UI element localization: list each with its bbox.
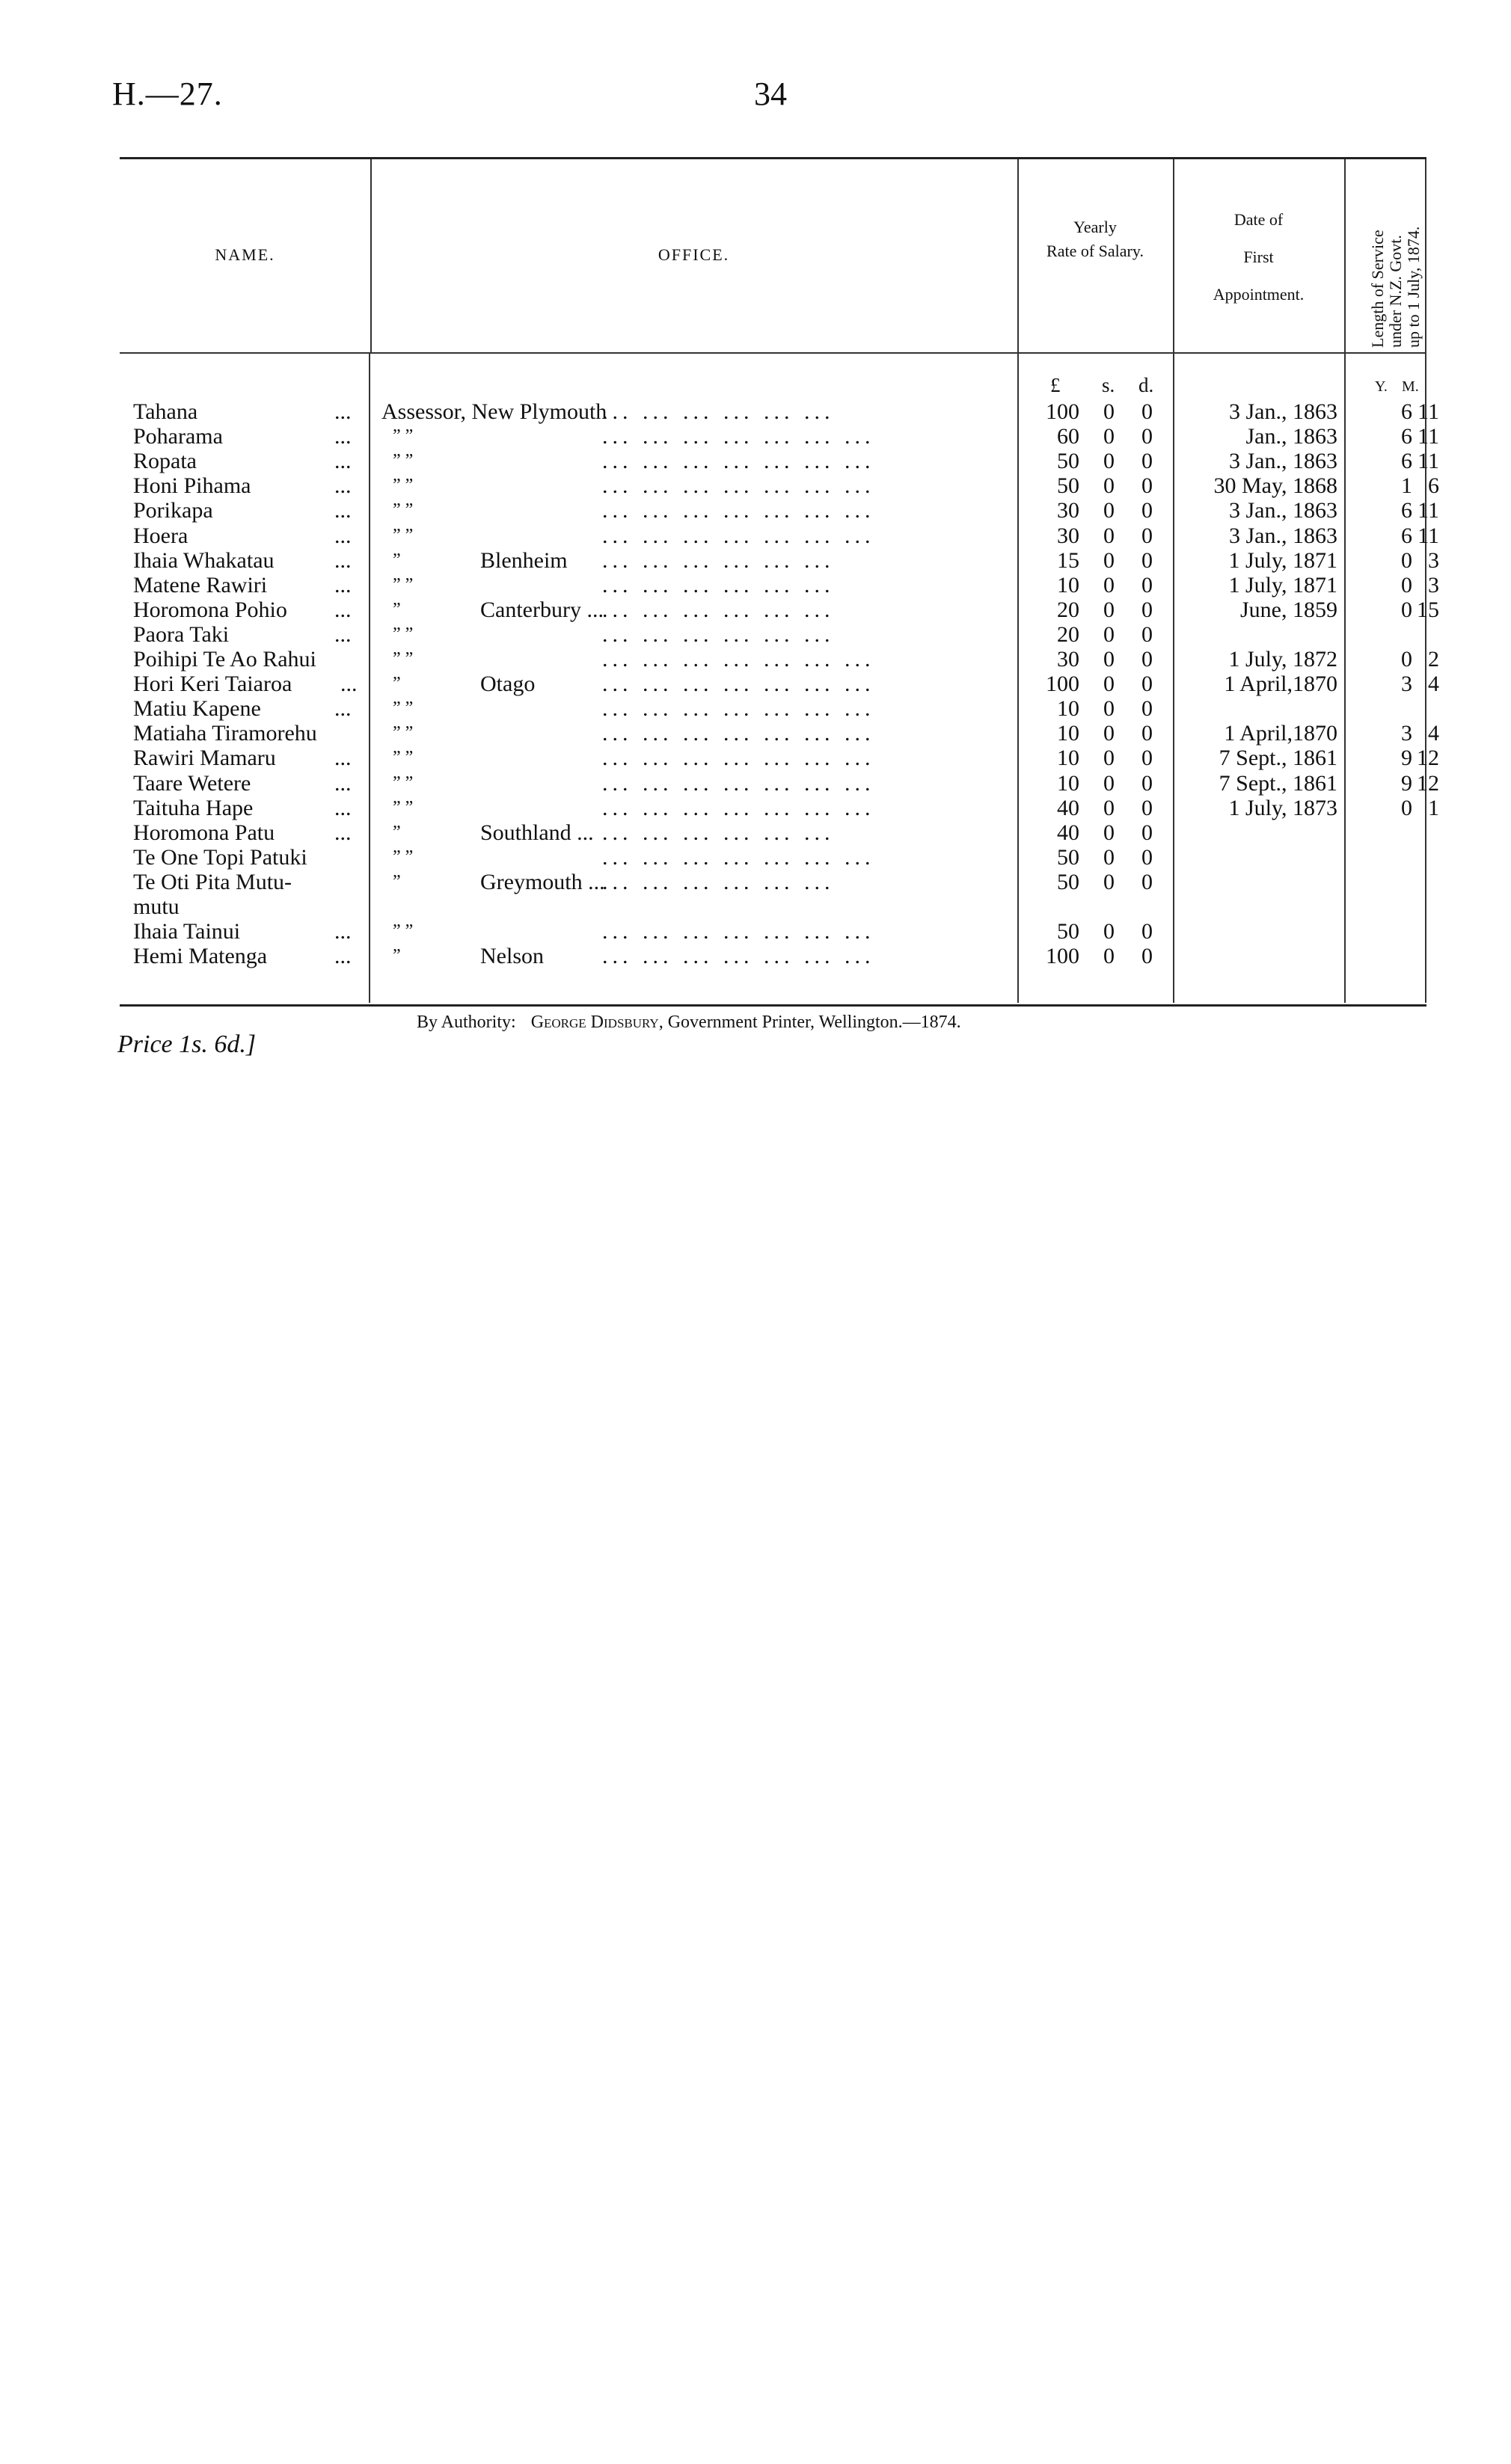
row-ditto-mark: ” ” xyxy=(393,451,414,471)
row-service-years: 1 xyxy=(1428,795,1439,820)
row-ditto-mark: ” xyxy=(393,822,401,842)
price-note xyxy=(117,1030,256,1059)
row-appointment-date: 30 May, 1868 xyxy=(1213,473,1337,499)
row-pounds: 10 xyxy=(1057,770,1079,796)
row-service-months: 9 xyxy=(1401,770,1412,796)
row-leader-dots: ... ... ... ... ... ... ... xyxy=(602,844,875,870)
row-service-years: 11 xyxy=(1417,399,1439,424)
row-appointment-date: 1 July, 1871 xyxy=(1228,547,1337,573)
row-appointment-date: 3 Jan., 1863 xyxy=(1229,399,1337,424)
row-pence: 0 xyxy=(1141,944,1153,969)
row-name: Ihaia Tainui xyxy=(133,919,241,944)
row-pounds: 100 xyxy=(1046,944,1079,969)
row-shillings: 0 xyxy=(1103,919,1115,944)
row-place: Greymouth ... xyxy=(480,869,605,894)
row-name: Paora Taki xyxy=(133,621,230,647)
row-name: Poharama xyxy=(133,424,223,449)
row-place: Canterbury ... xyxy=(480,597,604,622)
row-name: Horomona Patu xyxy=(133,820,275,845)
row-pence: 0 xyxy=(1141,647,1153,672)
row-ditto-mark: ” ” xyxy=(393,847,414,867)
table-row xyxy=(0,721,1511,746)
row-leader-dots: ... ... ... ... ... ... xyxy=(602,399,835,424)
row-name-dots: ... xyxy=(334,770,352,796)
row-ditto-mark: ” ” xyxy=(393,698,414,719)
row-pounds: 60 xyxy=(1057,424,1079,449)
column-header-date xyxy=(1173,201,1344,313)
row-appointment-date: 1 July, 1872 xyxy=(1228,647,1337,672)
row-ditto-mark: ” ” xyxy=(393,500,414,520)
row-leader-dots: ... ... ... ... ... ... ... xyxy=(602,770,875,796)
table-row xyxy=(0,696,1511,721)
row-service-months: 6 xyxy=(1401,498,1412,523)
row-shillings: 0 xyxy=(1103,498,1115,523)
row-shillings: 0 xyxy=(1103,795,1115,820)
page-number: 34 xyxy=(754,76,787,112)
table-row xyxy=(0,820,1511,845)
row-service-years: 12 xyxy=(1417,770,1439,796)
row-pounds: 30 xyxy=(1057,647,1079,672)
row-leader-dots: ... ... ... ... ... ... xyxy=(602,820,835,845)
printer-footer xyxy=(417,1013,961,1033)
table-row xyxy=(0,746,1511,770)
table-row xyxy=(0,523,1511,548)
row-pence: 0 xyxy=(1141,672,1153,697)
row-shillings: 0 xyxy=(1103,621,1115,647)
row-name: Ihaia Whakatau xyxy=(133,547,275,573)
row-service-years: 15 xyxy=(1417,597,1439,622)
row-name-dots: ... xyxy=(334,944,352,969)
row-service-years: 3 xyxy=(1428,547,1439,573)
row-shillings: 0 xyxy=(1103,770,1115,796)
row-pence: 0 xyxy=(1141,473,1153,499)
row-name: Hemi Matenga xyxy=(133,944,268,969)
row-service-years: 4 xyxy=(1428,721,1439,746)
row-shillings: 0 xyxy=(1103,746,1115,771)
row-service-years: 4 xyxy=(1428,672,1439,697)
row-shillings: 0 xyxy=(1103,844,1115,870)
row-appointment-date: 1 July, 1873 xyxy=(1228,795,1337,820)
row-name-dots: ... xyxy=(334,547,352,573)
row-service-years: 11 xyxy=(1417,498,1439,523)
row-name: Hoera xyxy=(133,523,189,548)
row-pounds: 30 xyxy=(1057,498,1079,523)
row-service-years: 11 xyxy=(1417,424,1439,449)
row-service-months: 0 xyxy=(1401,547,1412,573)
table-row xyxy=(0,622,1511,647)
table-row xyxy=(0,449,1511,473)
table-row xyxy=(0,647,1511,672)
row-shillings: 0 xyxy=(1103,572,1115,597)
row-pence: 0 xyxy=(1141,869,1153,894)
row-shillings: 0 xyxy=(1103,547,1115,573)
row-pounds: 100 xyxy=(1046,399,1079,424)
row-pence: 0 xyxy=(1141,844,1153,870)
row-pence: 0 xyxy=(1141,746,1153,771)
column-header-name: NAME. xyxy=(215,245,275,264)
footer-printer: George Didsbury xyxy=(530,1013,659,1032)
row-name: Te Oti Pita Mutu- xyxy=(133,869,292,894)
row-leader-dots: ... ... ... ... ... ... xyxy=(602,547,835,573)
row-shillings: 0 xyxy=(1103,399,1115,424)
row-service-years: 2 xyxy=(1428,647,1439,672)
table-row xyxy=(0,473,1511,498)
unit-pence: d. xyxy=(1138,374,1154,396)
salary-header-line2: Rate of Salary. xyxy=(1046,242,1144,260)
row-ditto-mark: ” xyxy=(393,599,401,619)
row-name-dots: ... xyxy=(334,424,352,449)
table-row xyxy=(0,498,1511,523)
row-leader-dots: ... ... ... ... ... ... ... xyxy=(602,696,875,722)
row-name-dots: ... xyxy=(334,597,352,622)
column-header-office: OFFICE. xyxy=(658,245,730,264)
table-row xyxy=(0,597,1511,622)
row-ditto-mark: ” ” xyxy=(393,772,414,793)
unit-shilling: s. xyxy=(1102,374,1115,396)
row-pence: 0 xyxy=(1141,424,1153,449)
table-row xyxy=(0,424,1511,449)
row-leader-dots: ... ... ... ... ... ... ... xyxy=(602,944,875,969)
row-appointment-date: 7 Sept., 1861 xyxy=(1219,770,1337,796)
row-pounds: 100 xyxy=(1046,672,1079,697)
row-service-months: 1 xyxy=(1401,473,1412,499)
row-service-years: 11 xyxy=(1417,449,1439,474)
row-pence: 0 xyxy=(1141,820,1153,845)
row-leader-dots: ... ... ... ... ... ... ... xyxy=(602,746,875,771)
row-pounds: 50 xyxy=(1057,449,1079,474)
row-name-dots: ... xyxy=(334,621,352,647)
row-ditto-mark: ” ” xyxy=(393,426,414,446)
row-pounds: 50 xyxy=(1057,844,1079,870)
row-service-months: 0 xyxy=(1401,647,1412,672)
service-header-line3: up to 1 July, 1874. xyxy=(1404,226,1423,348)
row-pounds: 20 xyxy=(1057,621,1079,647)
row-shillings: 0 xyxy=(1103,944,1115,969)
row-name-dots: ... xyxy=(334,523,352,548)
row-leader-dots: ... ... ... ... ... ... ... xyxy=(602,523,875,548)
unit-pound: £ xyxy=(1050,374,1061,396)
row-name: Matene Rawiri xyxy=(133,572,268,597)
row-name-dots: ... xyxy=(334,820,352,845)
row-leader-dots: ... ... ... ... ... ... ... xyxy=(602,647,875,672)
table-row xyxy=(0,672,1511,696)
row-appointment-date: 3 Jan., 1863 xyxy=(1229,523,1337,548)
row-pounds: 50 xyxy=(1057,869,1079,894)
row-ditto-mark: ” xyxy=(393,674,401,694)
row-appointment-date: 1 July, 1871 xyxy=(1228,572,1337,597)
row-shillings: 0 xyxy=(1103,721,1115,746)
row-ditto-mark: ” xyxy=(393,871,401,891)
row-leader-dots: ... ... ... ... ... ... xyxy=(602,572,835,597)
row-service-months: 9 xyxy=(1401,746,1412,771)
table-row xyxy=(0,573,1511,597)
row-pence: 0 xyxy=(1141,597,1153,622)
row-name-dots: ... xyxy=(334,696,352,722)
row-name-dots: ... xyxy=(334,919,352,944)
row-name: Taituha Hape xyxy=(133,795,254,820)
row-leader-dots: ... ... ... ... ... ... ... xyxy=(602,721,875,746)
row-appointment-date: Jan., 1863 xyxy=(1245,424,1337,449)
row-pence: 0 xyxy=(1141,498,1153,523)
row-service-years: 11 xyxy=(1417,523,1439,548)
row-pounds: 10 xyxy=(1057,721,1079,746)
row-place: Southland ... xyxy=(480,820,594,845)
table-row xyxy=(0,548,1511,573)
row-ditto-mark: ” ” xyxy=(393,748,414,768)
row-shillings: 0 xyxy=(1103,424,1115,449)
row-ditto-mark: ” xyxy=(393,946,401,966)
row-leader-dots: ... ... ... ... ... ... ... xyxy=(602,473,875,499)
row-ditto-mark: ” ” xyxy=(393,525,414,545)
row-service-years: 12 xyxy=(1417,746,1439,771)
row-leader-dots: ... ... ... ... ... ... ... xyxy=(602,498,875,523)
row-service-months: 3 xyxy=(1401,672,1412,697)
row-shillings: 0 xyxy=(1103,820,1115,845)
service-header-line2: under N.Z. Govt. xyxy=(1386,235,1405,348)
row-leader-dots: ... ... ... ... ... ... xyxy=(602,869,835,894)
row-ditto-mark: ” ” xyxy=(393,723,414,743)
column-header-salary xyxy=(1017,215,1173,263)
row-name: Taare Wetere xyxy=(133,770,251,796)
row-shillings: 0 xyxy=(1103,523,1115,548)
row-pounds: 50 xyxy=(1057,919,1079,944)
row-pence: 0 xyxy=(1141,621,1153,647)
table-row xyxy=(0,870,1511,894)
row-pence: 0 xyxy=(1141,523,1153,548)
row-pence: 0 xyxy=(1141,547,1153,573)
row-pence: 0 xyxy=(1141,696,1153,722)
row-shillings: 0 xyxy=(1103,449,1115,474)
row-appointment-date: 1 April,1870 xyxy=(1224,721,1337,746)
row-appointment-date: 3 Jan., 1863 xyxy=(1229,498,1337,523)
row-pounds: 30 xyxy=(1057,523,1079,548)
row-name-dots: ... xyxy=(334,449,352,474)
row-service-months: 6 xyxy=(1401,449,1412,474)
row-service-years: 6 xyxy=(1428,473,1439,499)
row-name-dots: ... xyxy=(334,473,352,499)
price-label: Price xyxy=(117,1030,173,1058)
table-row xyxy=(0,944,1511,968)
date-header-line3: Appointment. xyxy=(1213,285,1305,304)
row-ditto-mark: ” ” xyxy=(393,574,414,595)
row-service-months: 3 xyxy=(1401,721,1412,746)
row-name: Tahana xyxy=(133,399,198,424)
row-name-dots: ... xyxy=(334,746,352,771)
row-leader-dots: ... ... ... ... ... ... xyxy=(602,597,835,622)
row-name: Porikapa xyxy=(133,498,213,523)
row-ditto-mark: ” ” xyxy=(393,624,414,644)
row-name: Matiaha Tiramorehu xyxy=(133,721,317,746)
row-shillings: 0 xyxy=(1103,473,1115,499)
row-name: Ropata xyxy=(133,449,197,474)
row-leader-dots: ... ... ... ... ... ... ... xyxy=(602,424,875,449)
row-place: Otago xyxy=(480,672,536,697)
row-pence: 0 xyxy=(1141,399,1153,424)
row-name-dots: ... xyxy=(340,672,358,697)
row-pounds: 15 xyxy=(1057,547,1079,573)
row-service-months: 0 xyxy=(1401,572,1412,597)
table-row xyxy=(0,894,1511,919)
row-place: Nelson xyxy=(480,944,544,969)
row-pounds: 10 xyxy=(1057,746,1079,771)
row-name: mutu xyxy=(133,894,180,919)
row-name-dots: ... xyxy=(334,795,352,820)
row-pence: 0 xyxy=(1141,449,1153,474)
row-leader-dots: ... ... ... ... ... ... xyxy=(602,621,835,647)
unit-month: M. xyxy=(1402,378,1419,395)
row-service-months: 0 xyxy=(1401,795,1412,820)
row-shillings: 0 xyxy=(1103,597,1115,622)
row-pounds: 40 xyxy=(1057,795,1079,820)
row-name-dots: ... xyxy=(334,572,352,597)
row-name-dots: ... xyxy=(334,399,352,424)
row-pence: 0 xyxy=(1141,770,1153,796)
row-pence: 0 xyxy=(1141,795,1153,820)
row-ditto-mark: ” ” xyxy=(393,649,414,669)
row-appointment-date: June, 1859 xyxy=(1240,597,1337,622)
salary-header-line1: Yearly xyxy=(1073,218,1117,236)
row-leader-dots: ... ... ... ... ... ... ... xyxy=(602,449,875,474)
footer-suffix: , Government Printer, Wellington.—1874. xyxy=(658,1013,961,1032)
page-reference: H.—27. xyxy=(112,76,223,112)
row-name-dots: ... xyxy=(334,498,352,523)
date-header-line1: Date of xyxy=(1233,210,1284,229)
row-pence: 0 xyxy=(1141,919,1153,944)
row-name: Honi Pihama xyxy=(133,473,251,499)
service-header-line1: Length of Service xyxy=(1368,230,1387,348)
row-service-years: 3 xyxy=(1428,572,1439,597)
row-name: Matiu Kapene xyxy=(133,696,261,722)
row-pounds: 40 xyxy=(1057,820,1079,845)
row-name: Hori Keri Taiaroa xyxy=(133,672,292,697)
table-row xyxy=(0,845,1511,870)
row-ditto-mark: ” ” xyxy=(393,797,414,817)
row-service-months: 6 xyxy=(1401,424,1412,449)
row-ditto-mark: ” ” xyxy=(393,476,414,496)
table-row xyxy=(0,771,1511,796)
row-leader-dots: ... ... ... ... ... ... ... xyxy=(602,919,875,944)
row-service-months: 6 xyxy=(1401,399,1412,424)
row-pounds: 10 xyxy=(1057,696,1079,722)
row-name: Horomona Pohio xyxy=(133,597,287,622)
row-service-months: 6 xyxy=(1401,523,1412,548)
row-shillings: 0 xyxy=(1103,696,1115,722)
row-shillings: 0 xyxy=(1103,647,1115,672)
table-row xyxy=(0,399,1511,424)
price-amount: 1s. 6d.] xyxy=(179,1030,257,1058)
row-name: Te One Topi Patuki xyxy=(133,844,307,870)
row-shillings: 0 xyxy=(1103,672,1115,697)
row-ditto-mark: ” xyxy=(393,550,401,570)
row-service-months: 0 xyxy=(1401,597,1412,622)
row-place: Blenheim xyxy=(480,547,568,573)
row-pounds: 50 xyxy=(1057,473,1079,499)
row-leader-dots: ... ... ... ... ... ... ... xyxy=(602,795,875,820)
footer-prefix: By Authority: xyxy=(417,1013,516,1032)
row-pence: 0 xyxy=(1141,572,1153,597)
row-appointment-date: 1 April,1870 xyxy=(1224,672,1337,697)
header-divider xyxy=(120,352,1426,354)
unit-year: Y. xyxy=(1375,378,1388,395)
row-office: Assessor, New Plymouth xyxy=(381,399,607,424)
row-name: Poihipi Te Ao Rahui xyxy=(133,647,316,672)
row-shillings: 0 xyxy=(1103,869,1115,894)
row-ditto-mark: ” ” xyxy=(393,921,414,941)
row-pounds: 10 xyxy=(1057,572,1079,597)
table-row xyxy=(0,919,1511,944)
table-row xyxy=(0,796,1511,820)
row-name: Rawiri Mamaru xyxy=(133,746,276,771)
row-pounds: 20 xyxy=(1057,597,1079,622)
row-appointment-date: 3 Jan., 1863 xyxy=(1229,449,1337,474)
date-header-line2: First xyxy=(1243,248,1274,266)
row-appointment-date: 7 Sept., 1861 xyxy=(1219,746,1337,771)
row-pence: 0 xyxy=(1141,721,1153,746)
row-leader-dots: ... ... ... ... ... ... ... xyxy=(602,672,875,697)
